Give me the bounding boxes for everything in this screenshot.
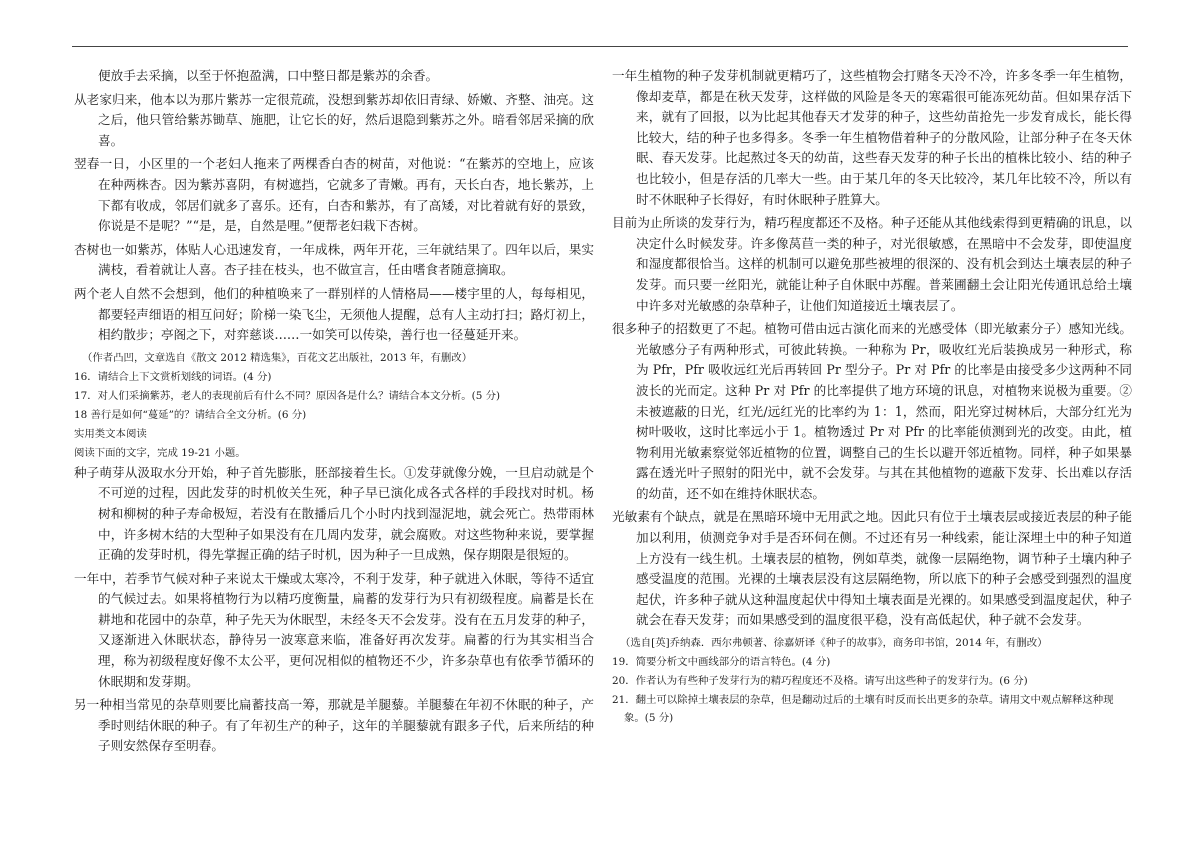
right-column xyxy=(612,66,1132,728)
left-column xyxy=(74,66,594,760)
question-19: 19．简要分析文中画线部分的语言特色。(4 分) xyxy=(612,656,831,669)
question-16: 16．请结合上下文赏析划线的词语。(4 分) xyxy=(74,370,272,383)
paragraph: 一年生植物的种子发芽机制就更精巧了，这些植物会打赌冬天冷不冷，许多冬季一年生植物，像却麦草，都是在秋天发芽，这样做的风险是冬天的寒霜很可能冻死幼苗。但如果存活下来，就有了回报，以为比起其他春天才发芽的种子，这些幼苗抢先一步发育成长，能长得比较大，结的种子也多得多。冬季一年生植物借着种子的分散风险，让部分种子在冬天休眠、春天发芽。比起熬过冬天的幼苗，这些春天发芽的种子长出的植株比较小、结的种子也比较小，但是存活的几率大一些。由于某几年的冬天比较冷，某几年比较不冷，所以有时不休眠种子长得好，有时休眠种子胜算大。 xyxy=(612,68,1132,207)
paragraph: 种子萌芽从汲取水分开始，种子首先膨胀，胚部接着生长。①发芽就像分娩，一旦启动就是个不可逆的过程，因此发芽的时机攸关生死，种子早已演化成各式各样的手段找对时机。杨树和柳树的种子寿命极短，若没有在散播后几个小时内找到湿泥地，就会死亡。热带雨林中，许多树木结的大型种子如果没有在几周内发芽，就会腐败。对这些物种来说，要掌握正确的发芽时机，得先掌握正确的结子时机，因为种子一旦成熟，保存期限是很短的。 xyxy=(74,464,594,563)
paragraph: 另一种相当常见的杂草则要比扁蓄技高一筹，那就是羊腿藜。羊腿藜在年初不休眠的种子，产季时则结休眠的种子。有了年初生产的种子，这年的羊腿藜就有跟多子代，后来所结的种子则安然保存至明春。 xyxy=(74,697,594,754)
paragraph: 很多种子的招数更了不起。植物可借由远古演化而来的光感受体（即光敏素分子）感知光线。光敏感分子有两种形式，可彼此转换。一种称为 Pr，吸收红光后装换成另一种形式，称为 Pfr，Pfr 吸收远红光后再转回 Pr 型分子。Pr 对 Pfr 的比率是由接受多少这两种不同波长的光而定。这种 Pr 对 Pfr 的比率提供了地方环境的讯息，对植物来说极为重要。②未被遮蔽的日光，红光/远红光的比率约为 1：1，然而，阳光穿过树林后，大部分红光为树叶吸收，这时比率远小于 1。植物透过 Pr 对 Pfr 的比率能侦测到光的改变。由此，植物利用光敏素察觉邻近植物的位置，调整自己的生长以避开邻近植物。同样，种子如果暴露在透光叶子照射的阳光中，就不会发芽。与其在其他植物的遮蔽下发芽、长出难以存活的幼苗，还不如在维持休眠状态。 xyxy=(612,321,1132,501)
paragraph: 光敏素有个缺点，就是在黑暗环境中无用武之地。因此只有位于土壤表层或接近表层的种子能加以利用，侦测竞争对手是否环伺在侧。不过还有另一种线索，能让深埋土中的种子知道上方没有一线生机。土壤表层的植物，例如草类，就像一层隔绝物，调节种子土壤内种子感受温度的范围。光裸的土壤表层没有这层隔绝物，所以底下的种子会感受到强烈的温度起伏，许多种子就从这种温度起伏中得知土壤表面是光裸的。如果感受到温度起伏，种子就会在春天发芽；而如果感受到的温度很平稳，没有高低起伏，种子就不会发芽。 xyxy=(612,509,1132,628)
paragraph: 目前为止所谈的发芽行为，精巧程度都还不及格。种子还能从其他线索得到更精确的讯息，以决定什么时候发芽。许多像莴苣一类的种子，对光很敏感，在黑暗中不会发芽，即使温度和湿度都很恰当。这样的机制可以避免那些被埋的很深的、没有机会到达土壤表层的种子发芽。而只要一丝阳光，就能让种子自休眠中苏醒。普莱圃翻土会让阳光传通讯总给土壤中许多对光敏感的杂草种子，让他们知道接近土壤表层了。 xyxy=(612,215,1132,313)
paragraph: 从老家归来，他本以为那片紫苏一定很荒疏，没想到紫苏却依旧青绿、娇嫩、齐整、油亮。这之后，他只管给紫苏锄草、施肥，让它长的好，然后退隐到紫苏之外。暗看邻居采摘的欣喜。 xyxy=(74,91,594,148)
question-17: 17．对人们采摘紫苏，老人的表现前后有什么不同？原因各是什么？请结合本文分析。(5 分) xyxy=(74,389,501,402)
question-20: 20．作者认为有些种子发芽行为的精巧程度还不及格。请写出这些种子的发芽行为。(6 分) xyxy=(612,675,1028,688)
question-18: 18 善行是如何“蔓延”的？请结合全文分析。(6 分) xyxy=(74,408,307,421)
source-note: （选自[英]乔纳森．西尔弗顿著、徐嘉妍译《种子的故事》，商务印书馆，2014 年，有删改） xyxy=(620,637,1048,650)
paragraph: 杏树也一如紫苏，体贴人心迅速发育，一年成株，两年开花，三年就结果了。四年以后，果实满枝，看着就让人喜。杏子挂在枝头，也不做宣言，任由嗜食者随意摘取。 xyxy=(74,241,594,278)
paragraph: 便放手去采摘，以至于怀抱盈满，口中整日都是紫苏的余香。 xyxy=(98,68,439,83)
paragraph: 一年中，若季节气候对种子来说太干燥或太寒冷，不利于发芽，种子就进入休眠，等待不适宜的气候过去。如果将植物行为以精巧度衡量，扁蓄的发芽行为只有初级程度。扁蓄是长在耕地和花园中的杂草，种子先天为休眠型，未经冬天不会发芽。没有在五月发芽的种子，又逐渐进入休眠状态，静待另一波寒意来临，准备好再次发芽。扁蓄的行为其实相当合理，称为初级程度好像不太公平，更何况相似的植物还不少，许多杂草也有依季节循环的休眠期和发芽期。 xyxy=(74,570,594,689)
source-note: （作者凸凹，文章选自《散文 2012 精选集》，百花文艺出版社，2013 年，有删改） xyxy=(82,351,473,364)
instruction: 阅读下面的文字，完成 19-21 小题。 xyxy=(74,446,246,459)
paragraph: 两个老人自然不会想到，他们的种植唤来了一群别样的人情格局——楼宇里的人，每每相见，都要轻声细语的相互问好；阶梯一染飞尘，无须他人提醒，总有人主动打扫；路灯初上，相约散步；亭阁之下，对弈慈谈……一如笑可以传染，善行也一径蔓延开来。 xyxy=(74,285,594,343)
top-rule xyxy=(72,46,1128,47)
paragraph: 翌春一日，小区里的一个老妇人拖来了两棵香白杏的树苗，对他说：“在紫苏的空地上，应该在种两株杏。因为紫苏喜阴，有树遮挡，它就多了青嫩。再有，天长白杏，地长紫苏，上下都有收成，邻居们就多了喜乐。还有，白杏和紫苏，有了高矮，对比着就有好的景致，你说是不是呢？”“是，是，自然是哩。”便帮老妇栽下杏树。 xyxy=(74,156,594,234)
section-title: 实用类文本阅读 xyxy=(74,427,147,440)
question-21: 21．翻土可以除掉土壤表层的杂草，但是翻动过后的土壤有时反而长出更多的杂草。请用文中观点解释这种现象。(5 分) xyxy=(612,694,1114,725)
